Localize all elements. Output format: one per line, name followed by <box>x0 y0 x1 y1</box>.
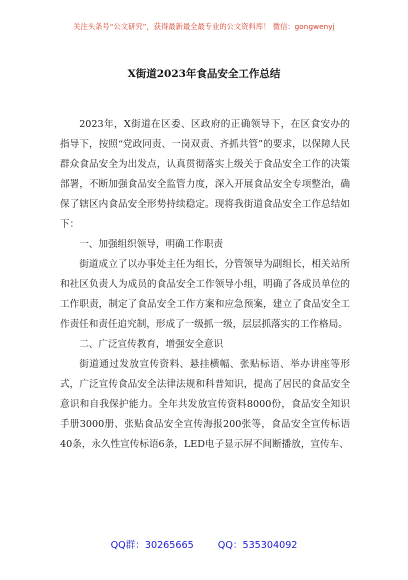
footer-contact <box>0 537 408 551</box>
document-body <box>60 115 350 455</box>
footer-qq-group: QQ群：30265665 <box>110 540 194 551</box>
footer-qq: QQ：535304092 <box>217 540 298 551</box>
header-banner: 关注头条号“公文研究”，获得最新最全最专业的公文资料库！ 微信：gongwenyj <box>73 22 335 31</box>
section-heading-1: 一、加强组织领导，明确工作职责 <box>79 239 224 250</box>
section-paragraph-1: 街道成立了以办事处主任为组长，分管领导为副组长，相关站所和社区负责人为成员的食品安全工作领导小组，明确了各成员单位的工作职责，制定了食品安全工作方案和应急预案，建立了食品安全工作责任和责任追究制，形成了一级抓一级，层层抓落实的工作格局。 <box>60 259 350 330</box>
section-heading-2: 二、广泛宣传教育，增强安全意识 <box>79 339 224 350</box>
intro-paragraph: 2023年，X街道在区委、区政府的正确领导下，在区食安办的指导下，按照“党政同责、一岗双责、齐抓共管”的要求，以保障人民群众食品安全为出发点，认真贯彻落实上级关于食品安全工作的决策部署，不断加强食品安全监管力度，深入开展食品安全专项整治，确保了辖区内食品安全形势持续稳定。现将我街道食品安全工作总结如下： <box>60 119 350 230</box>
section-paragraph-2: 街道通过发放宣传资料、悬挂横幅、张贴标语、举办讲座等形式，广泛宣传食品安全法律法规和科普知识，提高了居民的食品安全意识和自我保护能力。全年共发放宣传资料8000份，食品安全知识手册3000册、张贴食品安全宣传海报200张等，食品安全宣传标语40条，永久性宣传标语6条，LED电子显示屏不间断播放，宣传车、 <box>60 359 350 450</box>
document-title: X街道2023年食品安全工作总结 <box>127 68 281 80</box>
